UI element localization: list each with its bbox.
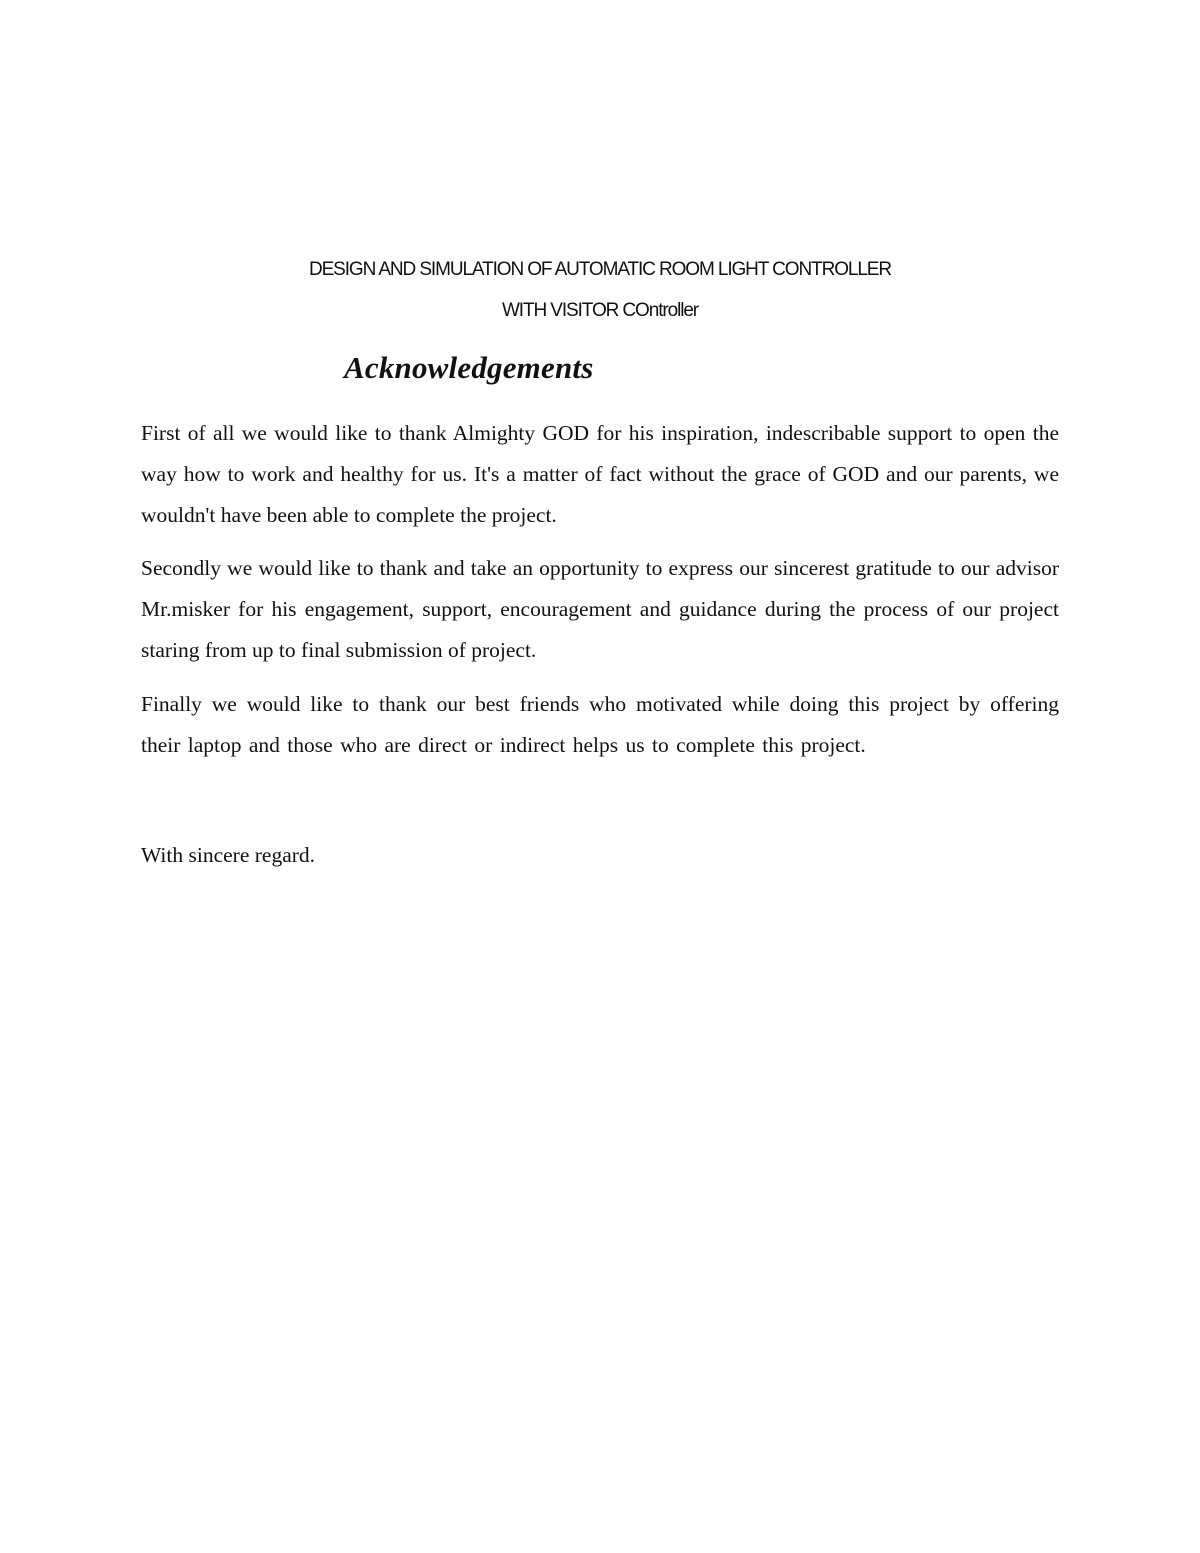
closing-line: With sincere regard. <box>141 843 316 867</box>
document-title-line-2: WITH VISITOR COntroller <box>501 300 699 321</box>
section-heading: Acknowledgements <box>344 350 594 385</box>
document-title-line-1: DESIGN AND SIMULATION OF AUTOMATIC ROOM LIGHT CONTROLLER <box>308 259 892 280</box>
paragraph-1: First of all we would like to thank Almighty GOD for his inspiration, indescribable support to open the way how to work and healthy for us. It's a matter of fact without the grace of GOD and our parents, we wouldn't have been able to complete the project. <box>141 421 1059 527</box>
paragraph-3: Finally we would like to thank our best friends who motivated while doing this project by offering their laptop and those who are direct or indirect helps us to complete this project. <box>141 692 1059 757</box>
paragraph-2: Secondly we would like to thank and take an opportunity to express our sincerest gratitude to our advisor Mr.misker for his engagement, support, encouragement and guidance during the process of our project staring from up to final submission of project. <box>141 556 1059 662</box>
